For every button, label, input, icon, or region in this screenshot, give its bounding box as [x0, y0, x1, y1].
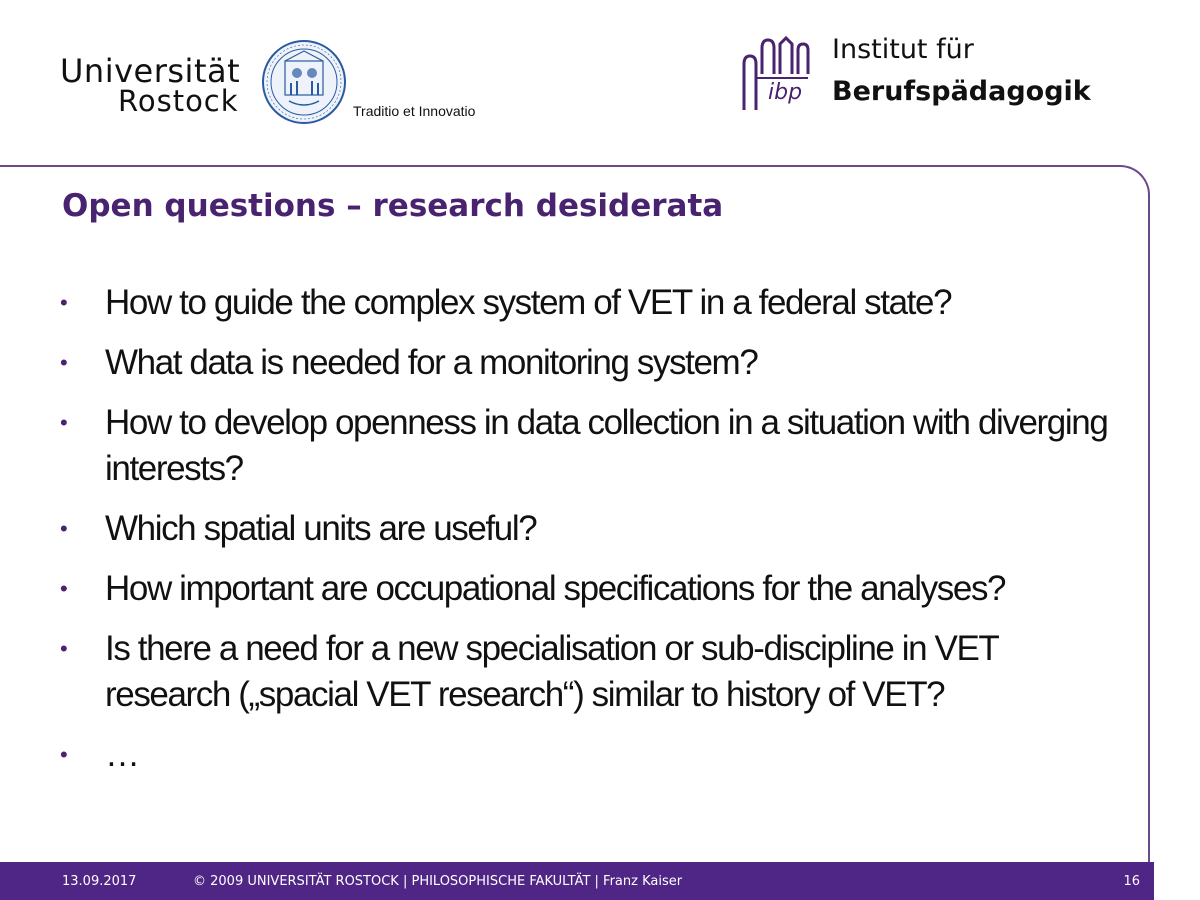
ibp-letters: ibp — [768, 80, 803, 105]
institute-name-line-1: Institut für — [832, 34, 974, 65]
university-logo-word: Universität — [60, 52, 241, 90]
footer-date: 13.09.2017 — [62, 874, 137, 889]
bullet-text: … — [105, 735, 139, 774]
slide-footer — [0, 862, 1154, 900]
bullet-item — [60, 732, 1130, 778]
bullet-icon: • — [60, 290, 67, 315]
university-logo-city: Rostock — [118, 84, 239, 118]
slide-header — [0, 0, 1200, 165]
bullet-text: Is there a need for a new specialisation or sub-discipline in VET research („spacial VET research“) similar to history of VET? — [105, 629, 998, 714]
page-number: 16 — [1123, 874, 1140, 889]
university-seal-icon — [261, 39, 347, 125]
bullet-text: What data is needed for a monitoring system? — [105, 343, 758, 382]
bullet-item — [60, 280, 1130, 326]
university-motto: Traditio et Innovatio — [353, 103, 476, 119]
bullet-icon: • — [60, 742, 67, 767]
footer-credits: © 2009 UNIVERSITÄT ROSTOCK | PHILOSOPHISCHE FAKULTÄT | Franz Kaiser — [193, 874, 683, 889]
bullet-icon: • — [60, 410, 67, 435]
bullet-text: Which spatial units are useful? — [105, 509, 537, 548]
institute-logo — [740, 34, 1120, 119]
bullet-icon: • — [60, 636, 67, 661]
bullet-item — [60, 506, 1130, 552]
university-logo — [60, 45, 500, 135]
bullet-icon: • — [60, 350, 67, 375]
bullet-text: How to develop openness in data collection in a situation with diverging interests? — [105, 403, 1108, 488]
bullet-list — [60, 280, 1130, 792]
bullet-text: How important are occupational specifications for the analyses? — [105, 569, 1006, 608]
bullet-item — [60, 400, 1130, 492]
bullet-icon: • — [60, 516, 67, 541]
institute-name-line-2: Berufspädagogik — [832, 76, 1091, 107]
bullet-item — [60, 340, 1130, 386]
bullet-item — [60, 566, 1130, 612]
bullet-icon: • — [60, 576, 67, 601]
bullet-text: How to guide the complex system of VET in a federal state? — [105, 283, 952, 322]
slide-title: Open questions – research desiderata — [62, 188, 724, 224]
bullet-item — [60, 626, 1130, 718]
